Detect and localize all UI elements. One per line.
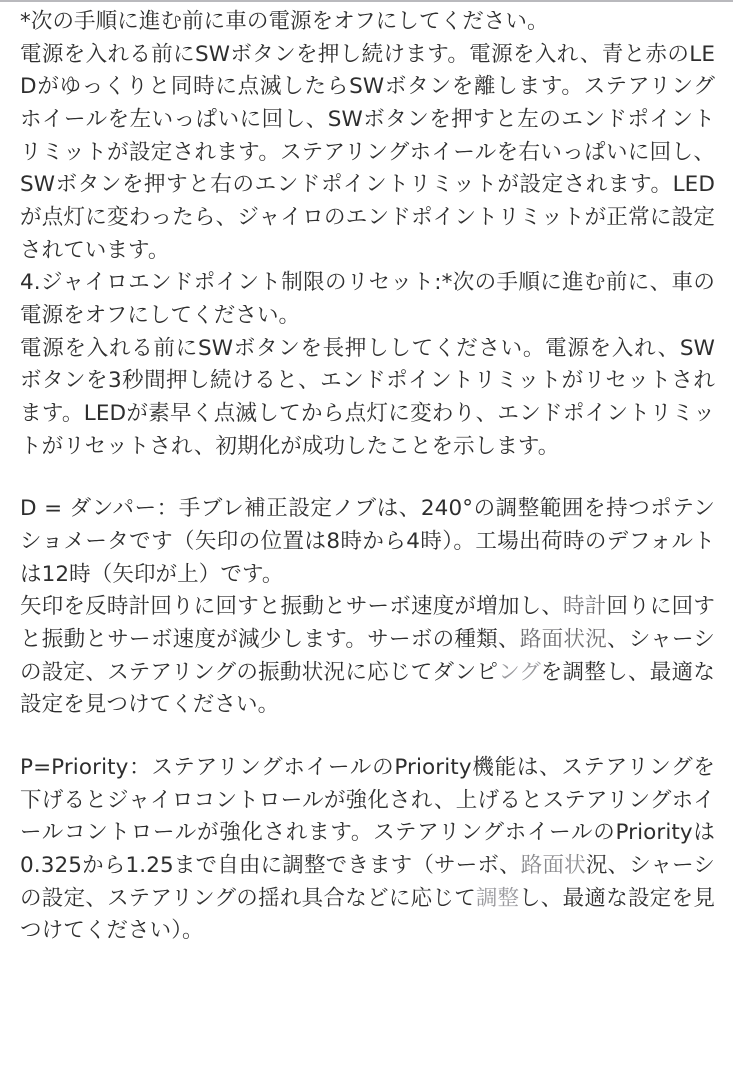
paragraph-gap-2 <box>20 722 715 752</box>
document-body <box>20 0 715 948</box>
paragraph-endpoint-setup: 電源を入れる前にSWボタンを押し続けます。電源を入れ、青と赤のLEDがゆっくりと同時に点滅したらSWボタンを離します。ステアリングホイールを左いっぱいに回し、SWボタンを押すと左のエンドポイントリミットが設定されます。ステアリングホイールを右いっぱいに回し、SWボタンを押すと右のエンドポイントリミットが設定されます。LEDが点灯に変わったら、ジャイロのエンドポイントリミットが正常に設定されています。 <box>20 41 715 263</box>
paragraph-damper-definition: D = ダンパー：手ブレ補正設定ノブは、240°の調整範囲を持つポテンショメータです（矢印の位置は8時から4時）。工場出荷時のデフォルトは12時（矢印が上）です。 <box>20 496 715 587</box>
paragraph-gap-1 <box>20 463 715 493</box>
paragraph-priority-definition: P=Priority：ステアリングホイールのPriority機能は、ステアリングを下げるとジャイロコントロールが強化され、上げるとステアリングホイールコントロールが強化されます。ステアリングホイールのPriorityは0.325から1.25まで自由に調整できます（サーボ、路面状況、シャーシの設定、ステアリングの揺れ具合などに応じて調整し、最適な設定を見つけてください）。 <box>20 755 715 944</box>
paragraph-damper-tuning: 矢印を反時計回りに回すと振動とサーボ速度が増加し、時計回りに回すと振動とサーボ速度が減少します。サーボの種類、路面状況、シャーシの設定、ステアリングの振動状況に応じてダンピングを調整し、最適な設定を見つけてください。 <box>20 594 716 718</box>
paragraph-reset-procedure: 電源を入れる前にSWボタンを長押ししてください。電源を入れ、SWボタンを3秒間押し続けると、エンドポイントリミットがリセットされます。LEDが素早く点滅してから点灯に変わり、エンドポイントリミットがリセットされ、初期化が成功したことを示します。 <box>20 335 715 459</box>
paragraph-note-power-off: *次の手順に進む前に車の電源をオフにしてください。 <box>20 9 549 34</box>
paragraph-item-4-reset-heading: 4.ジャイロエンドポイント制限のリセット:*次の手順に進む前に、車の電源をオフにしてください。 <box>20 270 715 329</box>
top-divider-rule <box>0 0 733 2</box>
